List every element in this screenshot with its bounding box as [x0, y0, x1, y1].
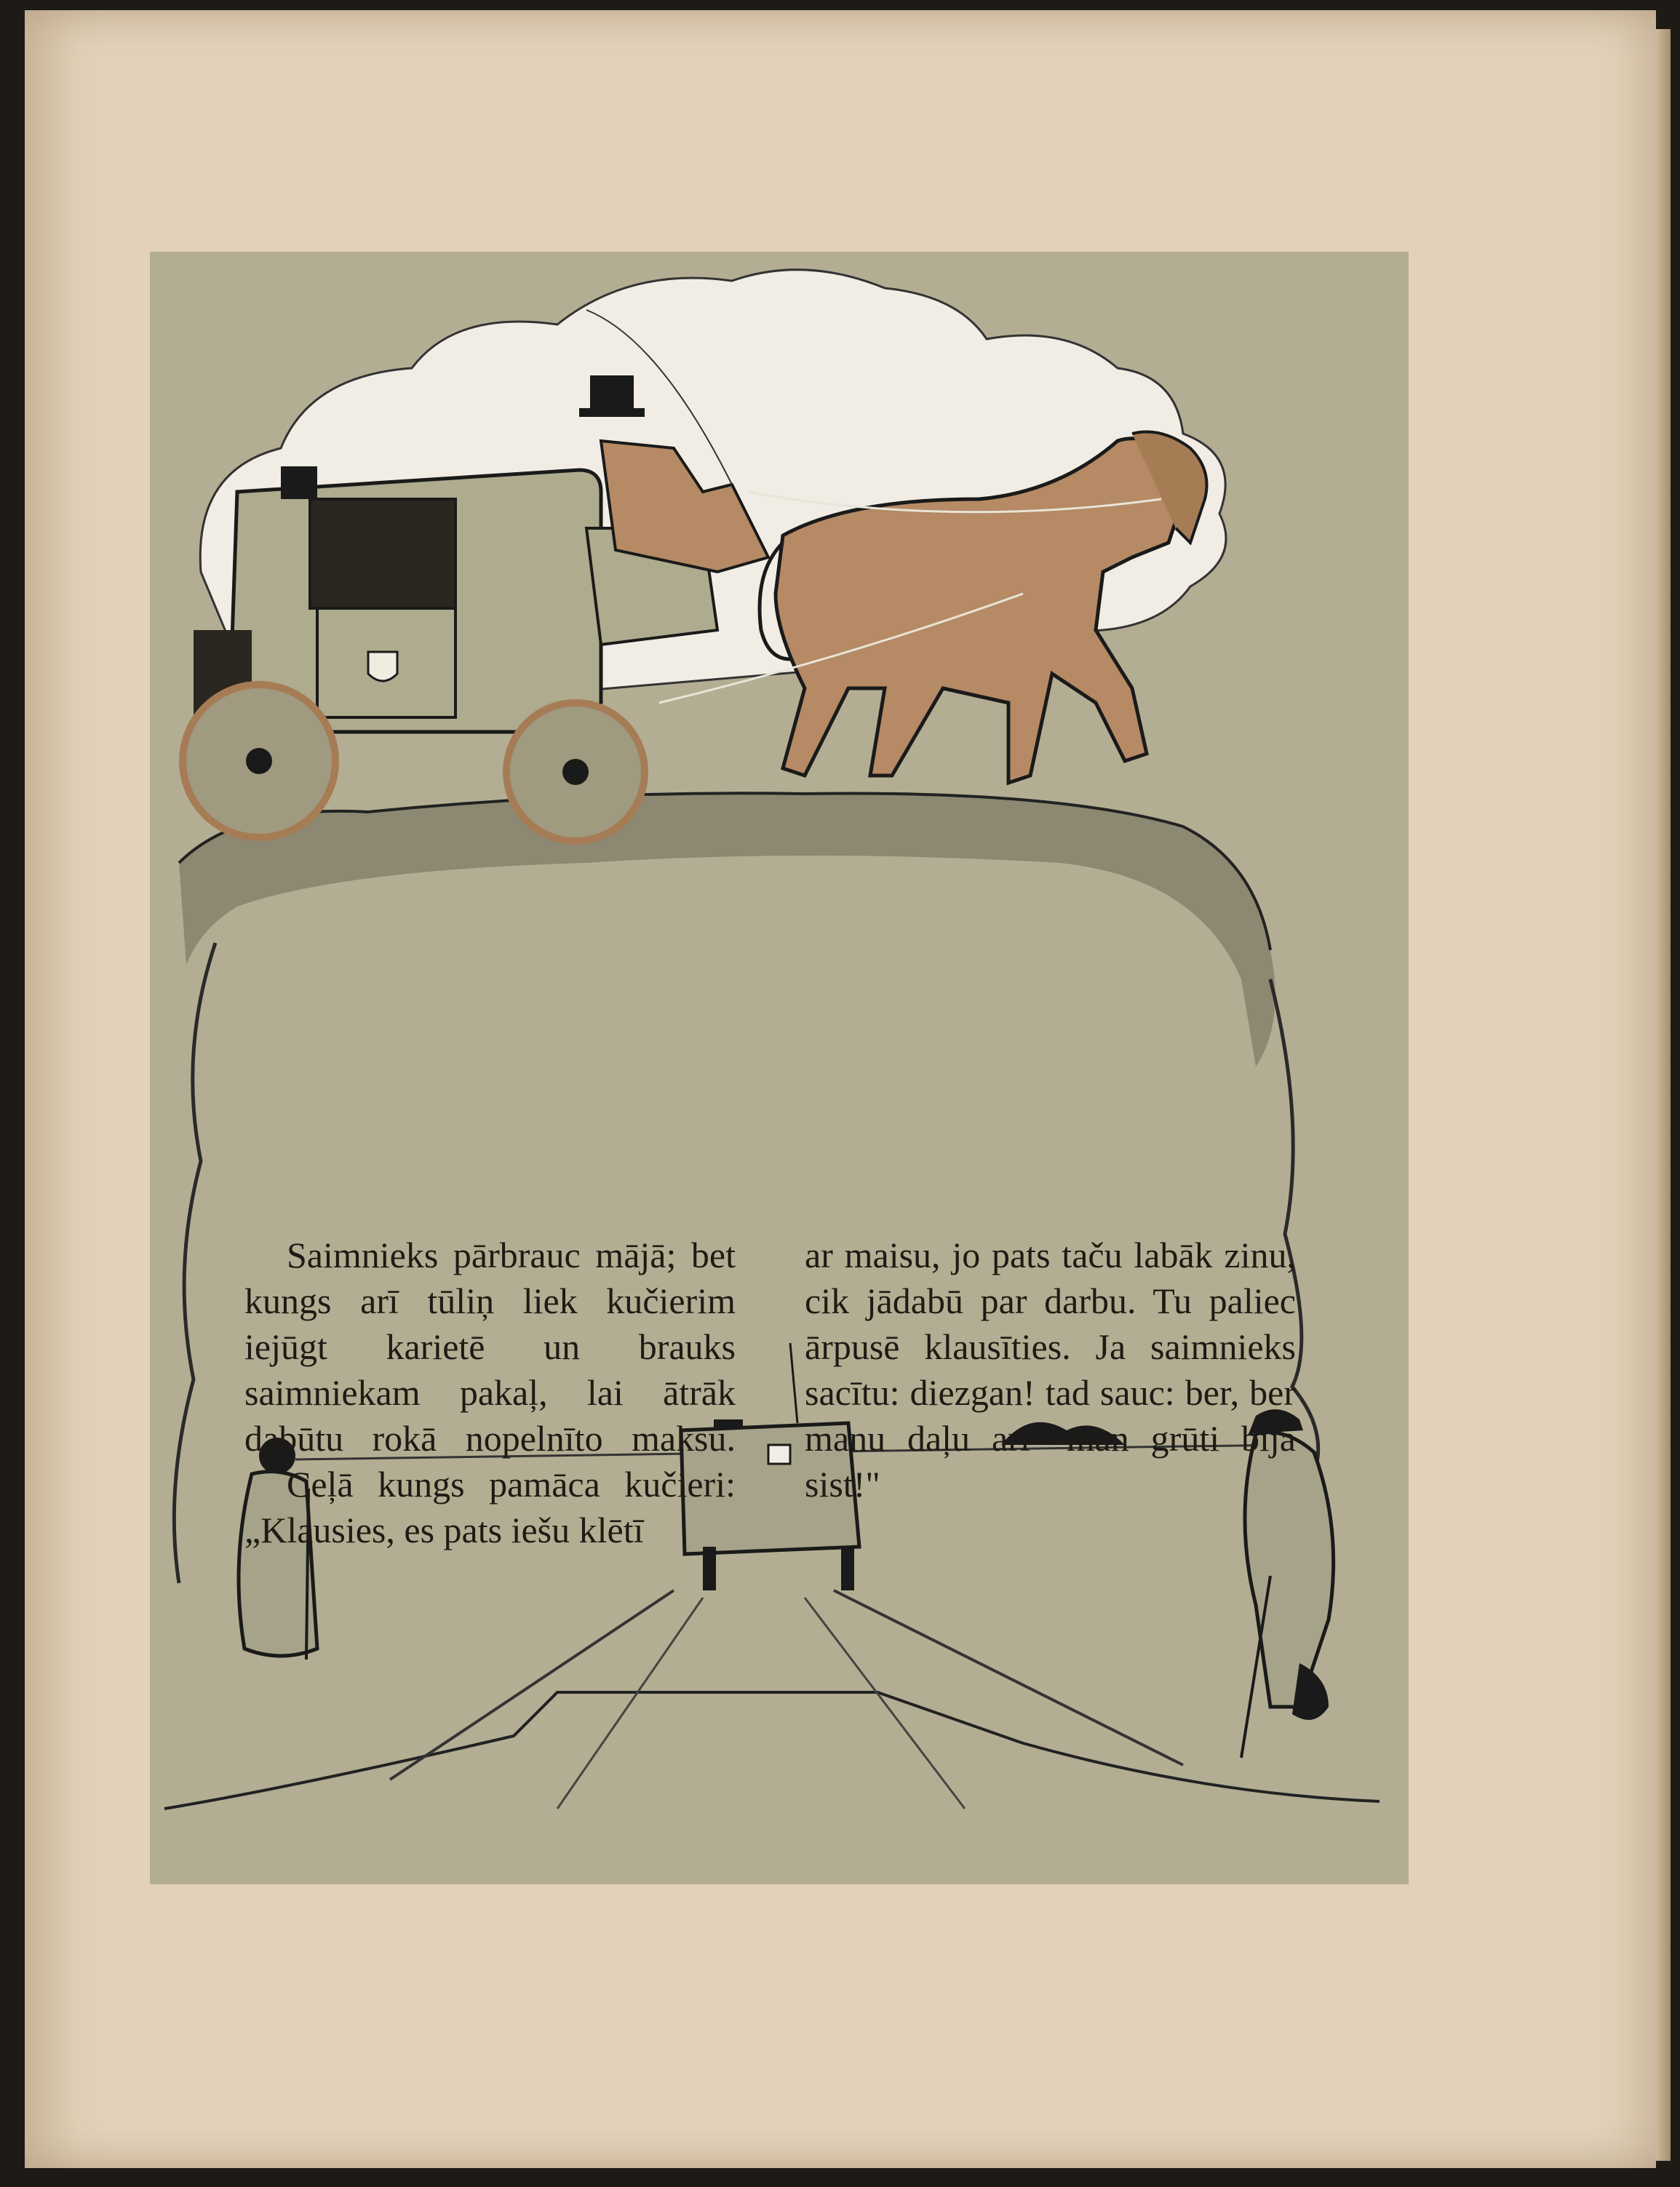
paragraph: Saimnieks pārbrauc mājā; bet kungs arī tūliņ liek kučierim iejūgt karietē un brauks saimniekam pakaļ, lai ātrāk dabūtu rokā nopelnīto maksu.: [244, 1235, 736, 1459]
text-column-right: [805, 1232, 1296, 1507]
top-illustration: [179, 270, 1275, 1067]
paragraph: Ceļā kungs pamāca kučieri: „Klausies, es pats iešu klētī: [244, 1464, 736, 1550]
paragraph: ar maisu, jo pats taču labāk zinu, cik jādabū par darbu. Tu paliec ārpusē klausīties. Ja saimnieks sacītu: diezgan! tad sauc: ber, ber manu daļu arī—man grūti bija sist!": [805, 1235, 1296, 1505]
illustrated-plate: [150, 252, 1409, 1884]
left-vine-border: [174, 943, 215, 1583]
text-column-left: [244, 1232, 736, 1553]
page-edge: [1656, 29, 1671, 2161]
